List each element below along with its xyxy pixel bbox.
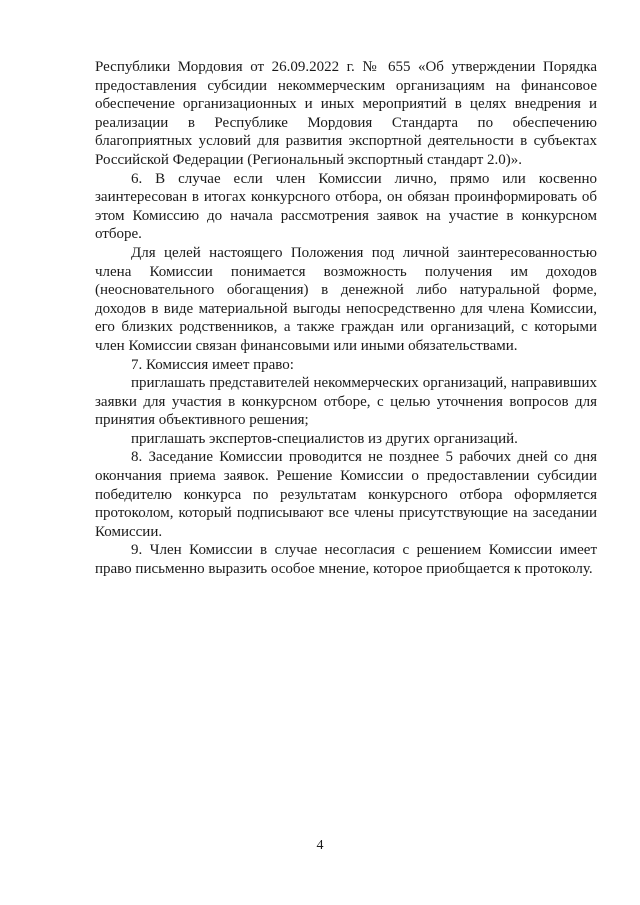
paragraph-7-item-invite-representatives: приглашать представителей некоммерческих организаций, направивших заявки для участия в конкурсном отборе, с целью уточнения вопросов для принятия объективного решения; (95, 375, 597, 429)
paragraph-7-item-invite-experts: приглашать экспертов-специалистов из других организаций. (131, 430, 518, 447)
paragraph-8: 8. Заседание Комиссии проводится не позднее 5 рабочих дней со дня окончания приема заявок. Решение Комиссии о предоставлении субсидии победителю конкурса по результатам конкурсного отбора оформляется протоколом, который подписывают все члены присутствующие на заседании Комиссии. (95, 449, 597, 540)
page-number: 4 (316, 838, 324, 853)
paragraph-9: 9. Член Комиссии в случае несогласия с решением Комиссии имеет право письменно выразить особое мнение, которое приобщается к протоколу. (95, 542, 597, 578)
paragraph-6-definition: Для целей настоящего Положения под личной заинтересованностью члена Комиссии понимается возможность получения им доходов (неосновательного обогащения) в денежной либо натуральной форме, доходов в виде материальной выгоды непосредственно для члена Комиссии, его близких родственников, а также граждан или организаций, с которыми член Комиссии связан финансовыми или иными обязательствами. (95, 244, 597, 354)
document-body (95, 58, 597, 579)
paragraph-6: 6. В случае если член Комиссии лично, прямо или косвенно заинтересован в итогах конкурсного отбора, он обязан проинформировать об этом Комиссию до начала рассмотрения заявок на участие в конкурсном отборе. (95, 170, 597, 243)
paragraph-continuation: Республики Мордовия от 26.09.2022 г. № 655 «Об утверждении Порядка предоставления субсидии некоммерческим организациям на финансовое обеспечение организационных и иных мероприятий в целях внедрения и реализации в Республике Мордовия Стандарта по обеспечению благоприятных условий для развития экспортной деятельности в субъектах Российской Федерации (Региональный экспортный стандарт 2.0)». (95, 59, 597, 168)
paragraph-7: 7. Комиссия имеет право: (131, 356, 294, 373)
